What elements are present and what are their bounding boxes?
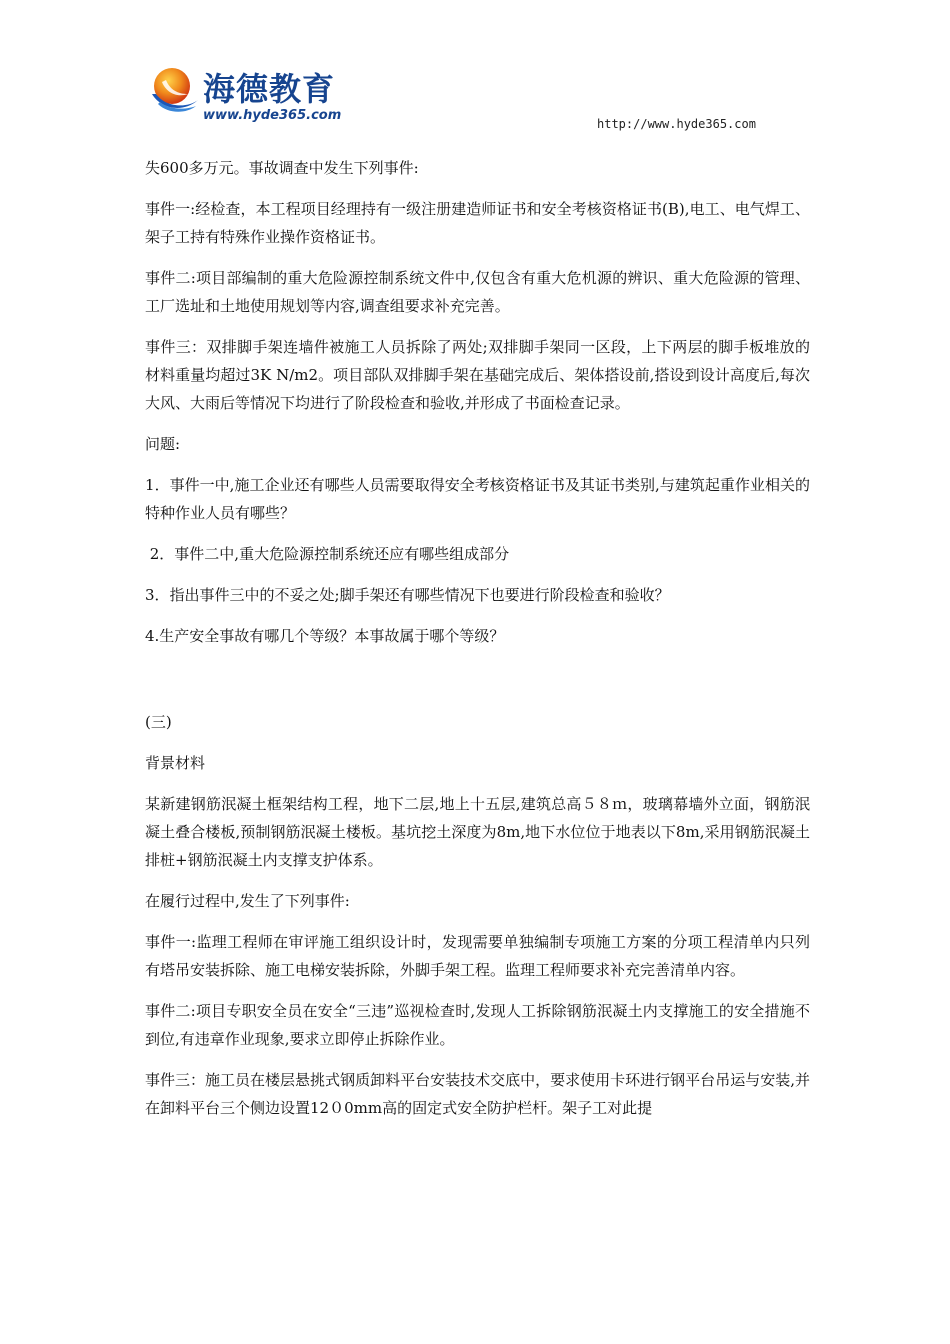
paragraph-case3-event-2: 事件二:项目专职安全员在安全“三违”巡视检查时,发现人工拆除钢筋泯凝土内支撑施工的安全措施不到位,有违章作业现象,要求立即停止拆除作业。 [145, 1002, 810, 1048]
paragraph-case3-event-3: 事件三：施工员在楼层悬挑式钢质卸料平台安装技术交底中，要求使用卡环进行钢平台吊运与安装,并在卸料平台三个侧边设置12０0mm高的固定式安全防护栏杆。架子工对此提 [145, 1071, 810, 1117]
company-logo [148, 62, 348, 134]
paragraph-event-3: 事件三：双排脚手架连墙件被施工人员拆除了两处;双排脚手架同一区段，上下两层的脚手板堆放的材料重量均超过3K N/m2。项目部队双排脚手架在基础完成后、架体搭设前,搭设到设计高度后,每次大风、大雨后等情况下均进行了阶段检查和验收,并形成了书面检查记录。 [145, 338, 810, 412]
paragraph-loss: 失600多万元。事故调查中发生下列事件: [145, 159, 419, 177]
logo-url: www.hyde365.com [203, 108, 342, 123]
question-2: 2．事件二中,重大危险源控制系统还应有哪些组成部分 [145, 545, 510, 563]
paragraph-event-2: 事件二:项目部编制的重大危险源控制系统文件中,仅包含有重大危机源的辨识、重大危险源的管理、工厂选址和土地使用规划等内容,调查组要求补充完善。 [145, 269, 810, 315]
background-heading: 背景材料 [145, 754, 206, 772]
section-spacer [145, 663, 810, 708]
section-number: (三) [145, 713, 172, 731]
questions-heading: 问题: [145, 435, 181, 453]
document-body [145, 154, 810, 1135]
paragraph-event-1: 事件一:经检查，本工程项目经理持有一级注册建造师证书和安全考核资格证书(B),电工、电气焊工、架子工持有特殊作业操作资格证书。 [145, 200, 810, 246]
question-4: 4.生产安全事故有哪几个等级？本事故属于哪个等级？ [145, 627, 505, 645]
logo-title: 海德教育 [203, 70, 336, 108]
paragraph-project-background: 某新建钢筋泯凝土框架结构工程，地下二层,地上十五层,建筑总高５８ｍ，玻璃幕墙外立面，钢筋泯凝土叠合楼板,预制钢筋泯凝土楼板。基坑挖土深度为8m,地下水位位于地表以下8m,采用钢筋泯凝土排桩+钢筋泯凝土内支撑支护体系。 [145, 795, 810, 869]
paragraph-case3-event-1: 事件一:监理工程师在审评施工组织设计时，发现需要单独编制专项施工方案的分项工程清单内只列有塔吊安装拆除、施工电梯安装拆除，外脚手架工程。监理工程师要求补充完善清单内容。 [145, 933, 810, 979]
question-1: 1．事件一中,施工企业还有哪些人员需要取得安全考核资格证书及其证书类别,与建筑起重作业相关的特种作业人员有哪些？ [145, 476, 810, 522]
question-3: 3．指出事件三中的不妥之处;脚手架还有哪些情况下也要进行阶段检查和验收？ [145, 586, 670, 604]
paragraph-events-intro: 在履行过程中,发生了下列事件: [145, 892, 350, 910]
header-url-link[interactable]: http://www.hyde365.com [597, 117, 756, 131]
logo-globe-icon [148, 64, 200, 116]
